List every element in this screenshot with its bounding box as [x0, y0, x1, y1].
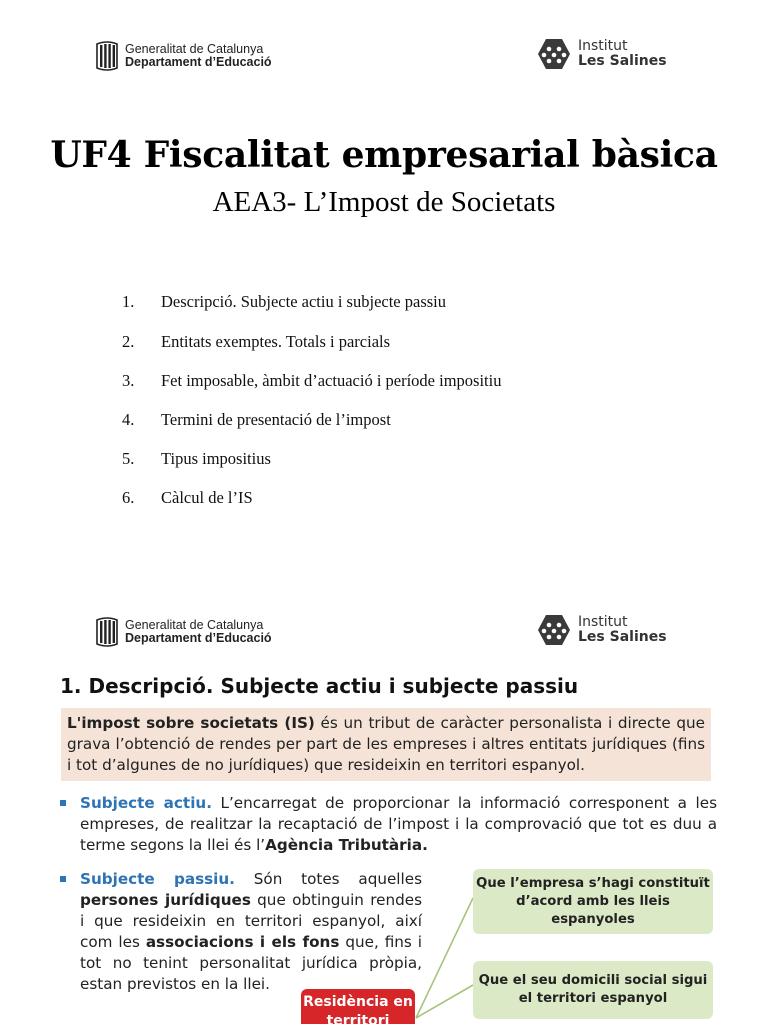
gencat-line2: Departament d’Educació [125, 631, 272, 645]
toc-number: 2. [122, 332, 135, 351]
school-line1: Institut [578, 614, 628, 630]
slide-subtitle: AEA3- L’Impost de Societats [212, 186, 556, 218]
toc-text: Descripció. Subjecte actiu i subjecte passiu [161, 292, 446, 311]
definition-text: és un tribut de caràcter personalista i directe que grava l’obtenció de rendes per part de les empreses i altres entitats jurídiques (fins i tot d’algunes de no jurídiques) que resideixin en territori espanyol. [67, 714, 705, 774]
gencat-line1: Generalitat de Catalunya [125, 618, 264, 632]
toc-text: Entitats exemptes. Totals i parcials [161, 332, 391, 351]
connector-line [416, 898, 473, 1018]
toc-number: 6. [122, 488, 135, 507]
subject-active-term: Subjecte actiu. [80, 794, 212, 812]
residence-condition-box: Que el seu domicili social sigui el territori espanyol [473, 961, 713, 1019]
residence-box: Residència en territori [301, 989, 415, 1024]
slide-title: UF4 Fiscalitat empresarial bàsica [50, 134, 718, 176]
school-line2: Les Salines [578, 53, 667, 69]
toc-number: 1. [122, 292, 135, 311]
subject-passive-text: que, fins i tot no tenint personalitat jurídica pròpia, estan previstos en la llei. [80, 933, 422, 993]
subject-active-text: L’encarregat de proporcionar la informació corresponent a les empreses, de realitzar la recaptació de l’impost i la comprovació que tot es duu a terme segons la llei és l’ [80, 794, 717, 854]
toc-text: Termini de presentació de l’impost [161, 410, 391, 429]
gencat-line2: Departament d’Educació [125, 55, 272, 69]
school-line1: Institut [578, 38, 628, 54]
school-line2: Les Salines [578, 629, 667, 645]
toc-text: Tipus impositius [161, 449, 271, 468]
associations-term: associacions i els fons [145, 933, 340, 951]
legal-persons-term: persones jurídiques [80, 891, 251, 909]
subject-active-authority: Agència Tributària. [265, 836, 428, 854]
toc-number: 5. [122, 449, 135, 468]
toc-number: 3. [122, 371, 135, 390]
definition-term: L'impost sobre societats (IS) [67, 714, 315, 732]
subject-passive-term: Subjecte passiu. [80, 870, 235, 888]
toc-text: Fet imposable, àmbit d’actuació i període impositiu [161, 371, 502, 390]
section-heading: 1. Descripció. Subjecte actiu i subjecte passiu [60, 674, 579, 698]
residence-condition-box: Que l’empresa s’hagi constituït d’acord amb les lleis espanyoles [473, 869, 713, 934]
toc-number: 4. [122, 410, 135, 429]
toc-text: Càlcul de l’IS [161, 488, 253, 507]
subject-passive-text: que obtinguin rendes i que resideixin en territori espanyol, així com les [80, 891, 422, 951]
subject-passive-text: Són totes aquelles [234, 870, 422, 888]
gencat-line1: Generalitat de Catalunya [125, 42, 264, 56]
